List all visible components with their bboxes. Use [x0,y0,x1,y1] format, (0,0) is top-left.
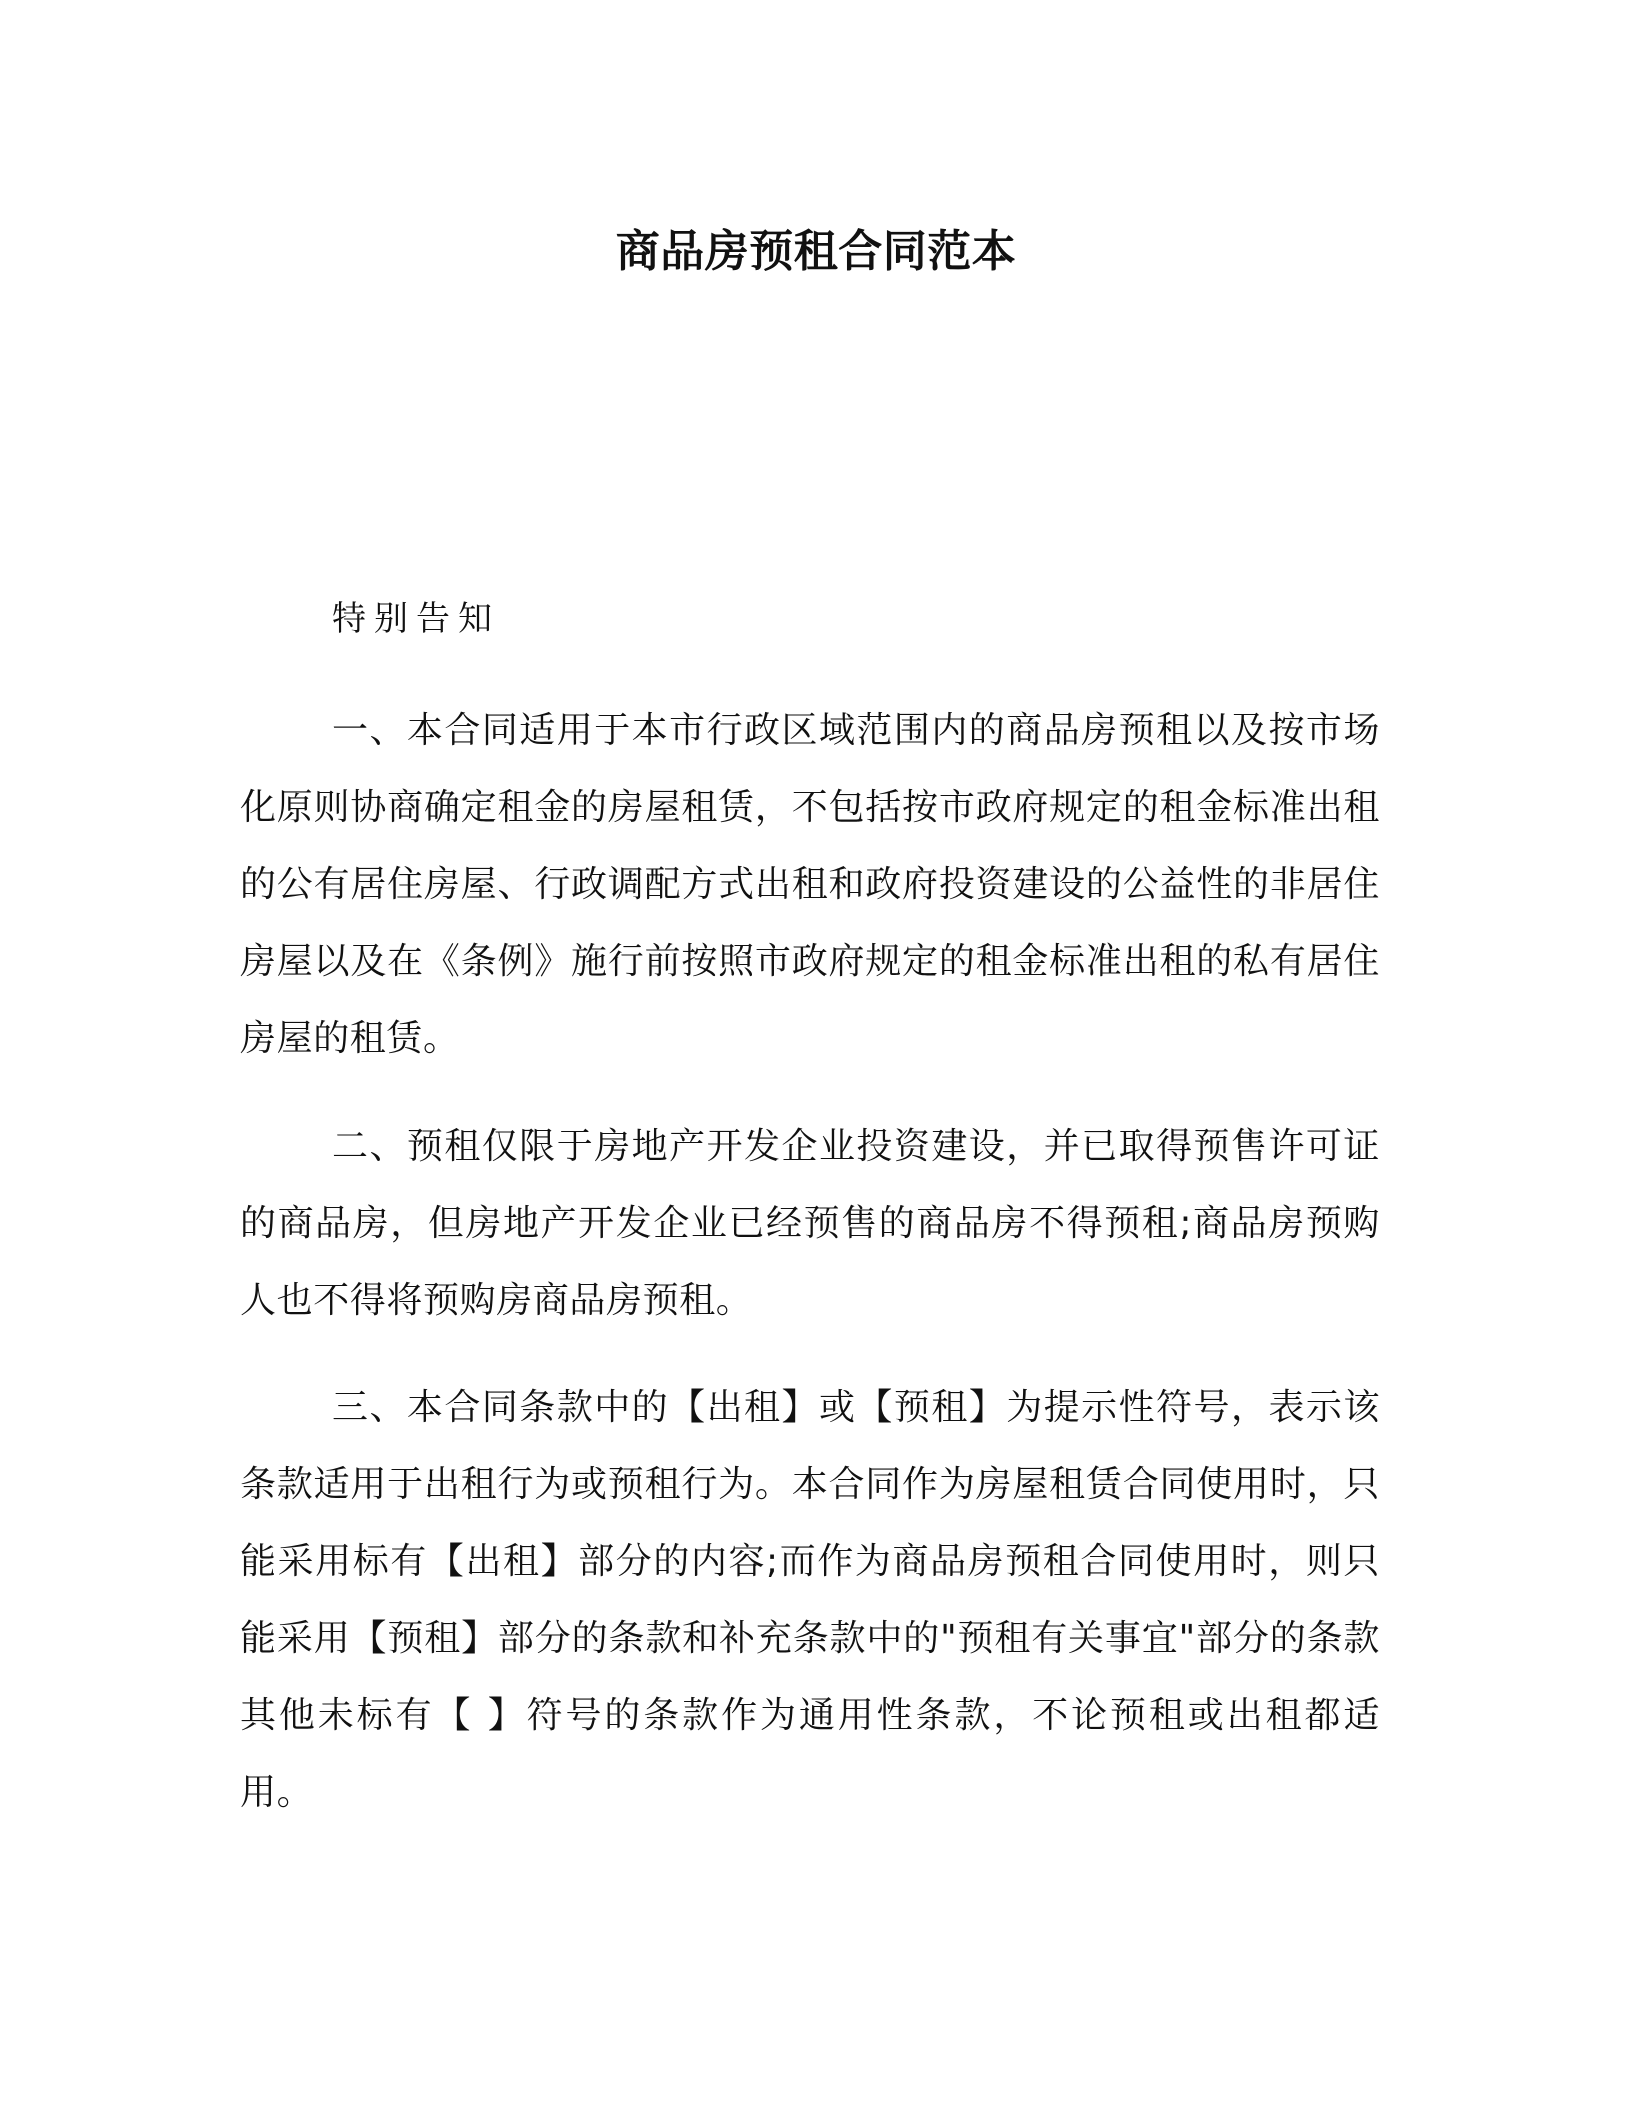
notice-paragraph-2: 二、预租仅限于房地产开发企业投资建设，并已取得预售许可证的商品房，但房地产开发企业已经预售的商品房不得预租;商品房预购人也不得将预购房商品房预租。 [240,1126,1380,1321]
notice-paragraph-1: 一、本合同适用于本市行政区域范围内的商品房预租以及按市场化原则协商确定租金的房屋租赁，不包括按市政府规定的租金标准出租的公有居住房屋、行政调配方式出租和政府投资建设的公益性的非居住房屋以及在《条例》施行前按照市政府规定的租金标准出租的私有居住房屋的租赁。 [240,710,1380,1059]
notice-paragraph-3: 三、本合同条款中的【出租】或【预租】为提示性符号，表示该条款适用于出租行为或预租行为。本合同作为房屋租赁合同使用时，只能采用标有【出租】部分的内容;而作为商品房预租合同使用时，则只能采用【预租】部分的条款和补充条款中的"预租有关事宜"部分的条款其他未标有【 】符号的条款作为通用性条款，不论预租或出租都适用。 [240,1387,1380,1813]
notice-heading: 特别告知 [332,599,500,639]
document-title: 商品房预租合同范本 [615,226,1017,277]
